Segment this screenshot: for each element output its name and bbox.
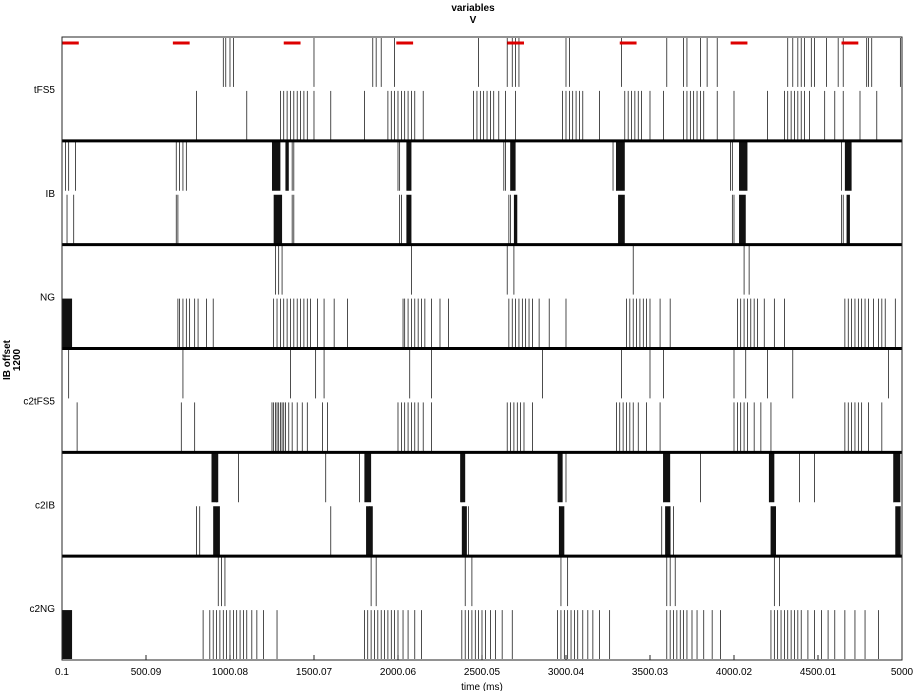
x-tick-label: 1000.08 <box>211 667 249 678</box>
spike-burst-lower <box>739 195 746 244</box>
panel-label: NG <box>40 292 55 304</box>
panel-separators <box>62 141 902 556</box>
spike-burst-lower <box>62 610 72 659</box>
spike-burst-lower <box>462 506 467 555</box>
x-axis-ticks <box>55 655 914 678</box>
spike-burst-lower <box>618 195 625 244</box>
panel-tfs5 <box>196 38 900 140</box>
spike-burst-lower <box>895 506 900 555</box>
spike-burst-lower <box>847 195 850 244</box>
chart-subtitle: V <box>469 15 477 26</box>
x-axis-label: time (ms) <box>461 682 503 691</box>
spike-burst-lower <box>213 506 220 555</box>
panel-label: tFS5 <box>33 84 55 96</box>
spike-burst-lower <box>366 506 373 555</box>
spike-burst-upper <box>364 453 371 502</box>
spike-burst-lower <box>274 195 282 244</box>
y-axis-label-value: 1200 <box>12 348 23 372</box>
spike-burst-upper <box>663 453 670 502</box>
spike-burst-upper <box>769 453 774 502</box>
spike-burst-upper <box>894 453 901 502</box>
spike-burst-lower <box>62 299 72 348</box>
x-tick-label: 3000.04 <box>547 667 585 678</box>
spike-burst-upper <box>406 142 411 191</box>
spike-burst-lower <box>665 506 670 555</box>
panel-c2ib <box>196 453 900 555</box>
x-tick-label: 0.1 <box>55 667 69 678</box>
spike-burst-lower <box>406 195 411 244</box>
y-axis-label: IB offset <box>2 340 13 380</box>
panel-label: c2NG <box>29 604 55 616</box>
panel-label: c2tFS5 <box>23 396 55 408</box>
panel-label: c2IB <box>34 500 55 512</box>
x-tick-label: 4000.02 <box>715 667 753 678</box>
panel-c2tfs5 <box>69 350 889 452</box>
y-axis-label-group <box>2 339 23 380</box>
spike-burst-upper <box>212 453 219 502</box>
x-tick-label: 2000.06 <box>379 667 417 678</box>
spike-burst-upper <box>272 142 280 191</box>
x-tick-label: 2500.05 <box>463 667 501 678</box>
chart-title: variables <box>451 3 495 14</box>
spike-burst-lower <box>514 195 517 244</box>
spike-burst-upper <box>558 453 563 502</box>
spike-burst-upper <box>845 142 852 191</box>
spike-burst-upper <box>285 142 288 191</box>
x-tick-label: 4500.01 <box>799 667 837 678</box>
panel-c2ng <box>62 557 878 659</box>
spike-burst-lower <box>559 506 564 555</box>
x-tick-label: 5000 <box>890 667 914 678</box>
spike-burst-upper <box>460 453 465 502</box>
spike-burst-upper <box>616 142 624 191</box>
panel-labels <box>23 85 55 615</box>
spike-burst-upper <box>739 142 747 191</box>
x-tick-label: 500.09 <box>130 667 162 678</box>
spike-burst-upper <box>511 142 516 191</box>
x-tick-label: 1500.07 <box>295 667 333 678</box>
x-tick-label: 3500.03 <box>631 667 669 678</box>
spike-burst-lower <box>771 506 776 555</box>
panel-ng <box>62 246 895 348</box>
panel-label: IB <box>45 188 55 200</box>
panel-ib <box>65 142 851 244</box>
